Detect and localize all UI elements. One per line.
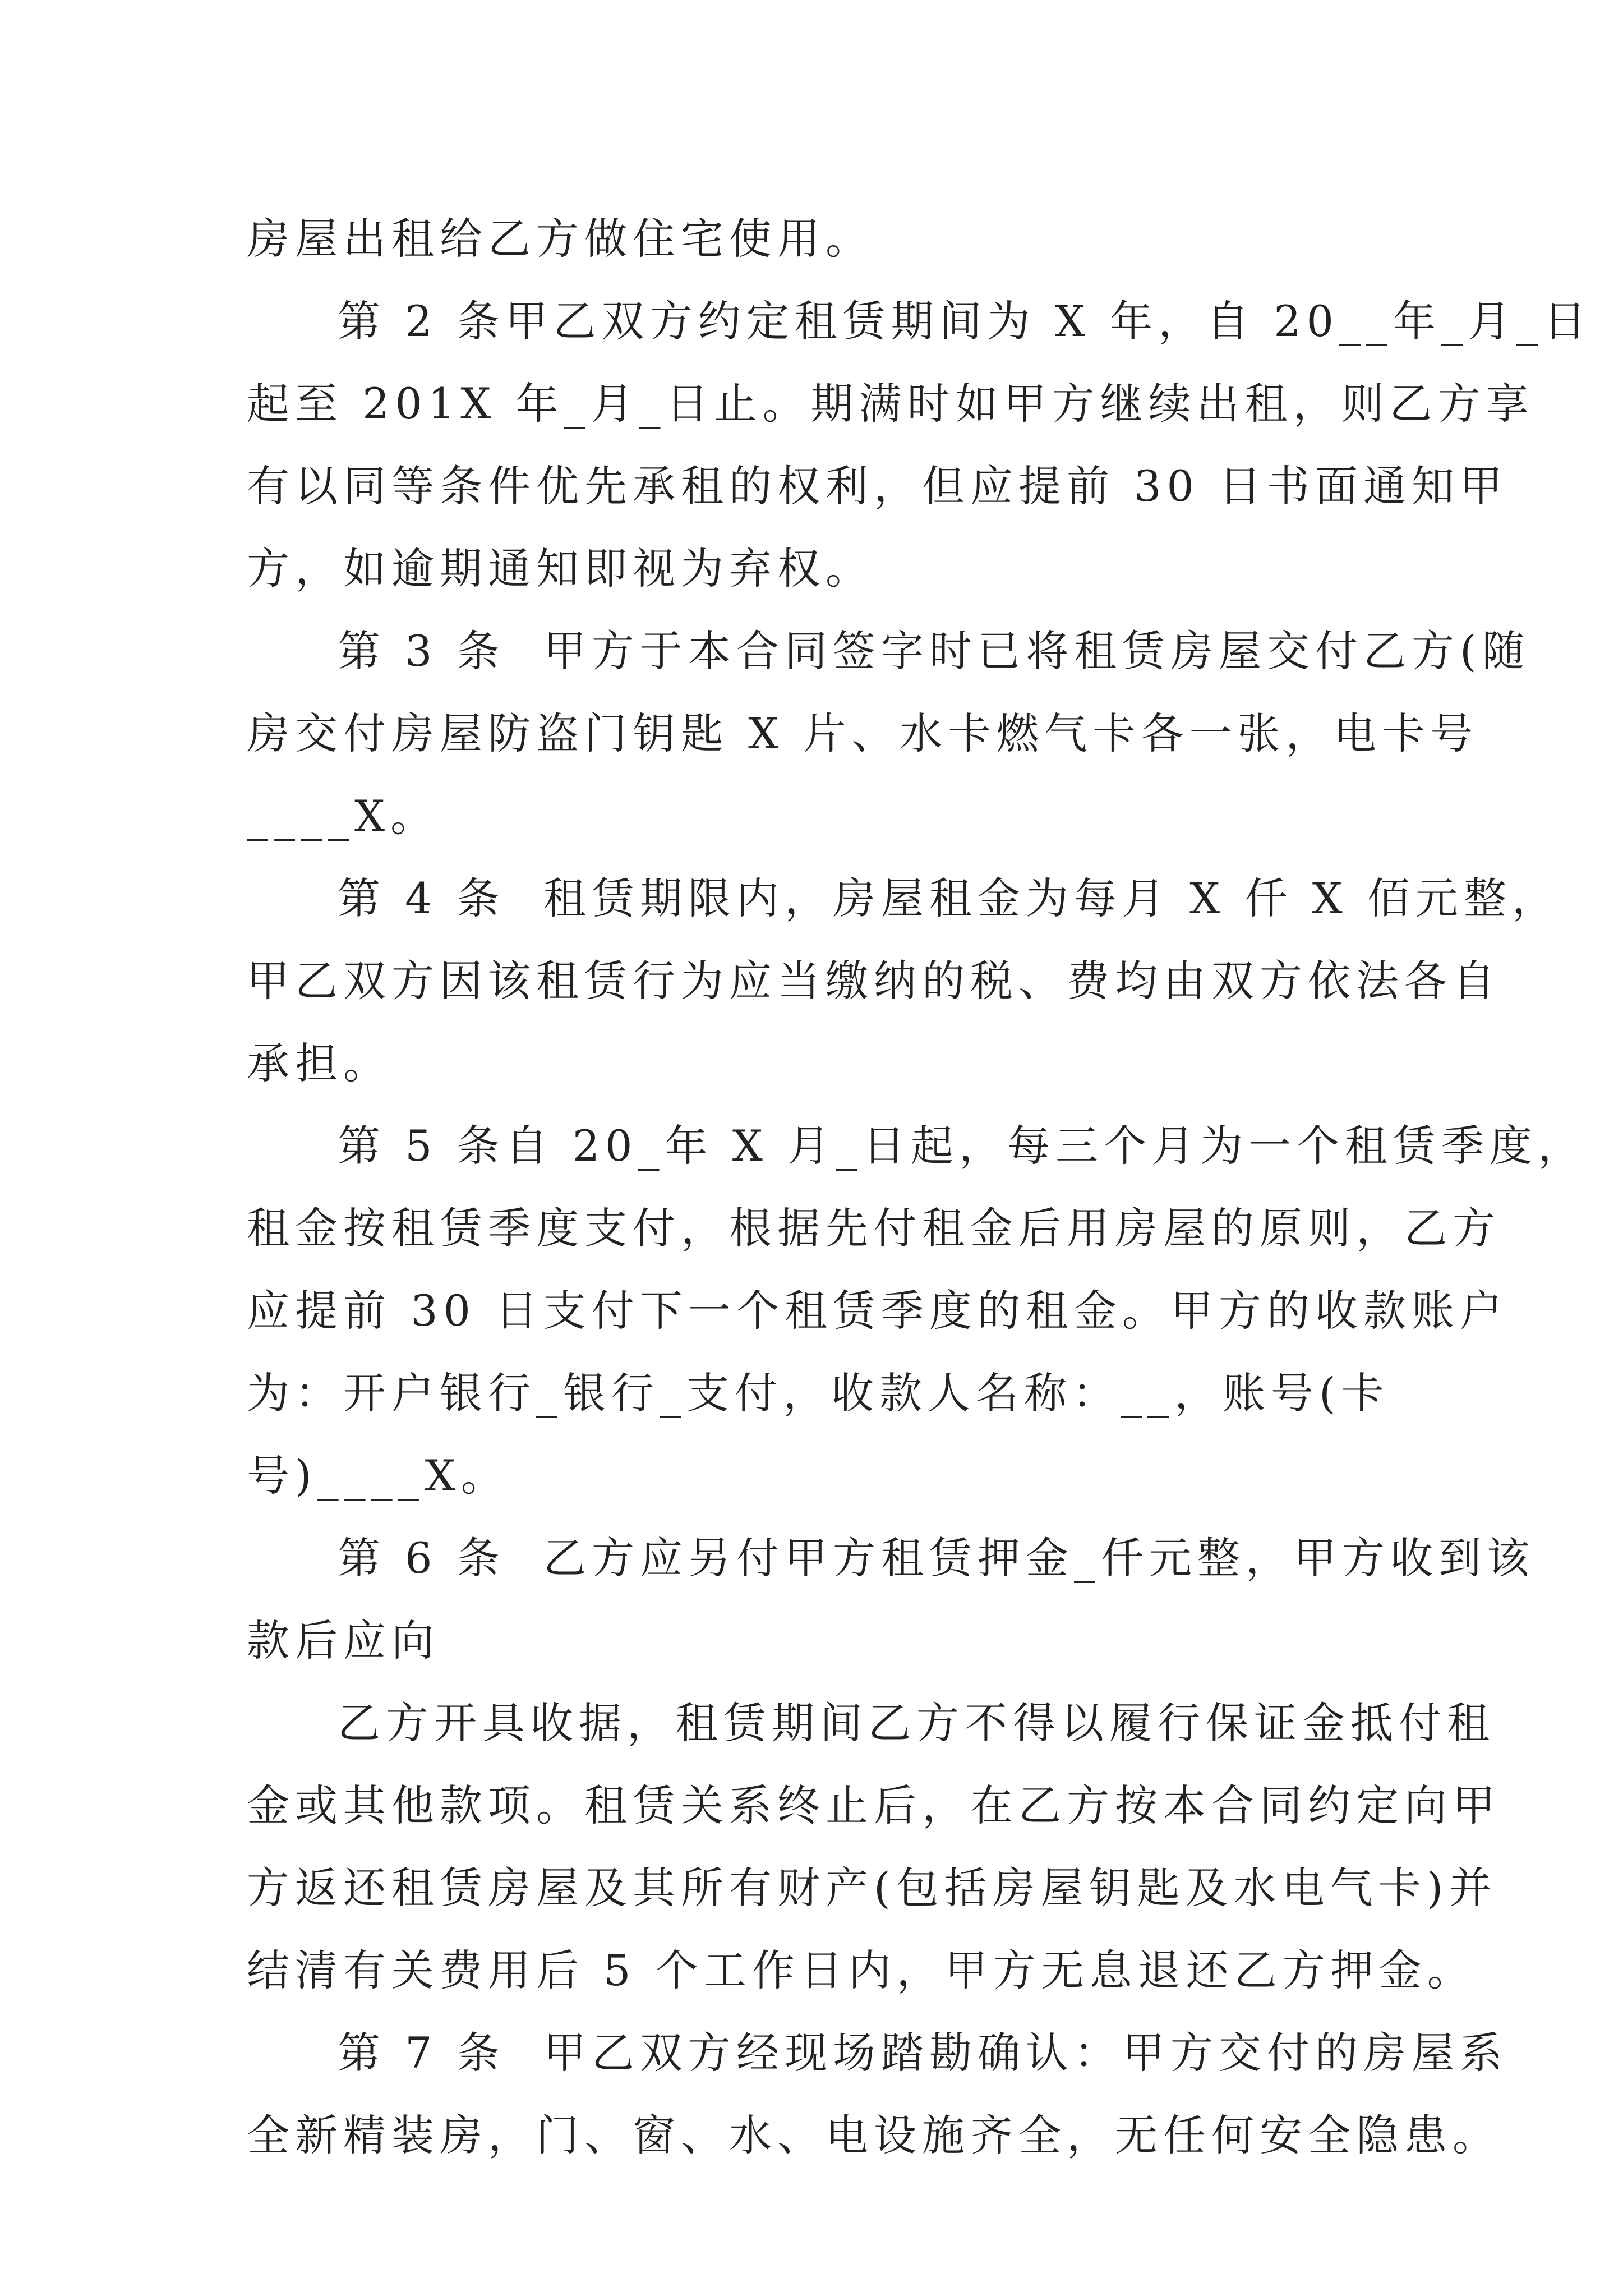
text-line: 应提前 30 日支付下一个租赁季度的租金。甲方的收款账户	[247, 1286, 1509, 1336]
text-line: 结清有关费用后 5 个工作日内，甲方无息退还乙方押金。	[247, 1945, 1476, 1995]
text-line: 第 5 条自 20_年 X 月_日起，每三个月为一个租赁季度，	[338, 1121, 1586, 1171]
text-line: 金或其他款项。租赁关系终止后，在乙方按本合同约定向甲	[247, 1780, 1501, 1830]
text-line: 第 2 条甲乙双方约定租赁期间为 X 年，自 20__年_月_日	[338, 296, 1592, 346]
text-line: 有以同等条件优先承租的权利，但应提前 30 日书面通知甲	[247, 461, 1509, 511]
text-line: 承担。	[247, 1038, 391, 1088]
text-line: 为：开户银行_银行_支付，收款人名称：__，账号(卡	[247, 1368, 1390, 1418]
document-body	[247, 197, 1592, 2177]
text-line: 全新精装房，门、窗、水、电设施齐全，无任何安全隐患。	[247, 2110, 1501, 2160]
text-line: 方，如逾期通知即视为弃权。	[247, 544, 874, 593]
text-line: 第 3 条 甲方于本合同签字时已将租赁房屋交付乙方(随	[338, 626, 1530, 676]
text-line: 第 7 条 甲乙双方经现场踏勘确认：甲方交付的房屋系	[338, 2028, 1508, 2078]
text-line: 起至 201X 年_月_日止。期满时如甲方继续出租，则乙方享	[247, 379, 1534, 429]
text-line: 租金按租赁季度支付，根据先付租金后用房屋的原则，乙方	[247, 1203, 1501, 1253]
text-line: 房交付房屋防盗门钥匙 X 片、水卡燃气卡各一张，电卡号	[247, 708, 1479, 758]
text-line: 第 4 条 租赁期限内，房屋租金为每月 X 仟 X 佰元整，	[338, 873, 1560, 923]
text-line: 款后应向	[247, 1616, 440, 1665]
text-line: 甲乙双方因该租赁行为应当缴纳的税、费均由双方依法各自	[247, 956, 1501, 1006]
text-line: 乙方开具收据，租赁期间乙方不得以履行保证金抵付租	[338, 1698, 1495, 1748]
text-line: 方返还租赁房屋及其所有财产(包括房屋钥匙及水电气卡)并	[247, 1863, 1497, 1913]
text-line: 房屋出租给乙方做住宅使用。	[247, 214, 874, 264]
text-line: ____X。	[247, 791, 439, 841]
text-line: 号)____X。	[247, 1451, 509, 1501]
text-line: 第 6 条 乙方应另付甲方租赁押金_仟元整，甲方收到该	[338, 1533, 1535, 1583]
